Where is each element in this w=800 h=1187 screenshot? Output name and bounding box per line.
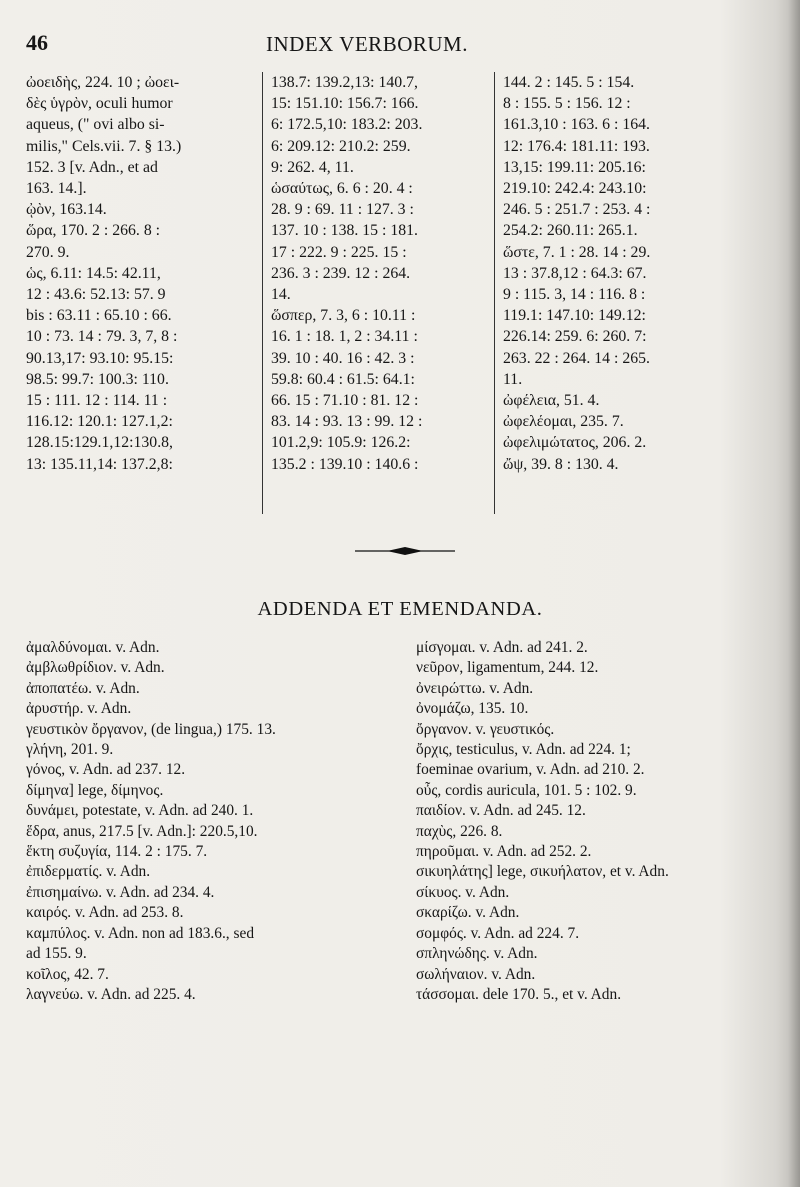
- addenda-entry-line: παιδίον. v. Adn. ad 245. 12.: [416, 802, 586, 820]
- index-column-3: [494, 72, 774, 514]
- index-entry-line: δὲς ὑγρὸν, oculi humor: [26, 95, 173, 113]
- index-entry-line: ὤψ, 39. 8 : 130. 4.: [503, 455, 619, 473]
- addenda-entry-line: ἕδρα, anus, 217.5 [v. Adn.]: 220.5,10.: [26, 822, 258, 840]
- addenda-entry-line: καιρός. v. Adn. ad 253. 8.: [26, 904, 184, 922]
- addenda-entry-line: τάσσομαι. dele 170. 5., et v. Adn.: [416, 985, 622, 1003]
- section-title: ADDENDA ET EMENDANDA.: [257, 598, 543, 620]
- addenda-entry-line: foeminae ovarium, v. Adn. ad 210. 2.: [416, 761, 645, 779]
- addenda-entry-line: δίμηνα] lege, δίμηνος.: [26, 781, 164, 799]
- addenda-left-column: [26, 638, 416, 1005]
- addenda-entry-line: ἀμαλδύνομαι. v. Adn.: [26, 639, 160, 656]
- index-entry-line: 83. 14 : 93. 13 : 99. 12 :: [271, 413, 423, 431]
- addenda-entry-line: ὄρχις, testiculus, v. Adn. ad 224. 1;: [416, 741, 631, 759]
- addenda-entry-line: σικυηλάτης] lege, σικυήλατον, et v. Adn.: [416, 863, 669, 881]
- index-entry-line: 59.8: 60.4 : 61.5: 64.1:: [271, 370, 415, 388]
- addenda-entry-line: ad 155. 9.: [26, 945, 87, 963]
- index-entry-line: 66. 15 : 71.10 : 81. 12 :: [271, 392, 419, 410]
- index-entry-line: ὥσπερ, 7. 3, 6 : 10.11 :: [271, 307, 416, 325]
- addenda-entry-line: κοῖλος, 42. 7.: [26, 965, 109, 983]
- index-entry-line: 13 : 37.8,12 : 64.3: 67.: [503, 264, 647, 282]
- index-entry-line: 101.2,9: 105.9: 126.2:: [271, 434, 411, 452]
- index-entry-line: ὡσαύτως, 6. 6 : 20. 4 :: [271, 180, 413, 198]
- index-entry-line: 11.: [503, 370, 523, 388]
- addenda-entry-line: ἐπιδερματίς. v. Adn.: [26, 863, 151, 881]
- index-verborum-columns: [26, 72, 774, 514]
- addenda-entry-line: ἀμβλωθρίδιον. v. Adn.: [26, 659, 165, 677]
- page-gutter-shadow: [788, 0, 800, 1187]
- index-entry-line: 226.14: 259. 6: 260. 7:: [503, 328, 647, 346]
- index-entry-line: 161.3,10 : 163. 6 : 164.: [503, 116, 651, 134]
- index-entry-line: 270. 9.: [26, 243, 70, 261]
- index-column-1: [26, 72, 262, 514]
- index-entry-line: 6: 209.12: 210.2: 259.: [271, 137, 411, 155]
- addenda-entry-line: ἀρυστήρ. v. Adn.: [26, 700, 132, 718]
- index-entry-line: 98.5: 99.7: 100.3: 110.: [26, 370, 169, 388]
- index-entry-line: 144. 2 : 145. 5 : 154.: [503, 74, 635, 91]
- index-entry-line: 128.15:129.1,12:130.8,: [26, 434, 174, 452]
- index-entry-line: 90.13,17: 93.10: 95.15:: [26, 349, 174, 367]
- addenda-entry-line: σομφός. v. Adn. ad 224. 7.: [416, 924, 580, 942]
- index-entry-line: 116.12: 120.1: 127.1,2:: [26, 413, 173, 431]
- running-title: INDEX VERBORUM.: [266, 32, 468, 56]
- addenda-entry-line: καμπύλος. v. Adn. non ad 183.6., sed: [26, 924, 255, 942]
- index-entry-line: 163. 14.].: [26, 180, 87, 198]
- addenda-entry-line: ἕκτη συζυγία, 114. 2 : 175. 7.: [26, 843, 208, 861]
- index-entry-line: ὡς, 6.11: 14.5: 42.11,: [26, 264, 161, 282]
- index-entry-line: 8 : 155. 5 : 156. 12 :: [503, 95, 631, 113]
- addenda-entry-line: παχὺς, 226. 8.: [416, 822, 503, 840]
- index-entry-line: 13,15: 199.11: 205.16:: [503, 158, 646, 176]
- addenda-entry-line: ὄργανον. v. γευστικός.: [416, 720, 555, 738]
- addenda-entry-line: οὖς, cordis auricula, 101. 5 : 102. 9.: [416, 781, 637, 799]
- addenda-entry-line: μίσγομαι. v. Adn. ad 241. 2.: [416, 639, 588, 656]
- index-entry-line: 236. 3 : 239. 12 : 264.: [271, 264, 411, 282]
- addenda-entry-line: σκαρίζω. v. Adn.: [416, 904, 520, 922]
- index-entry-line: 119.1: 147.10: 149.12:: [503, 307, 646, 325]
- index-entry-line: 246. 5 : 251.7 : 253. 4 :: [503, 201, 651, 219]
- page-header: [26, 30, 760, 60]
- addenda-entry-line: ὀνομάζω, 135. 10.: [416, 700, 529, 718]
- index-entry-line: ᾠὸν, 163.14.: [26, 201, 107, 219]
- index-entry-line: 263. 22 : 264. 14 : 265.: [503, 349, 651, 367]
- addenda-columns: [26, 638, 774, 1005]
- addenda-entry-line: πηροῦμαι. v. Adn. ad 252. 2.: [416, 843, 592, 861]
- index-entry-line: 9 : 115. 3, 14 : 116. 8 :: [503, 286, 646, 304]
- section-divider-ornament: [355, 544, 455, 558]
- addenda-right-column: [416, 638, 774, 1005]
- index-entry-line: 152. 3 [v. Adn., et ad: [26, 158, 158, 176]
- addenda-entry-line: γόνος, v. Adn. ad 237. 12.: [26, 761, 186, 779]
- index-entry-line: 15 : 111. 12 : 114. 11 :: [26, 392, 168, 410]
- index-entry-line: 12 : 43.6: 52.13: 57. 9: [26, 286, 166, 304]
- addenda-entry-line: λαγνεύω. v. Adn. ad 225. 4.: [26, 985, 196, 1003]
- addenda-entry-line: σίκυος. v. Adn.: [416, 883, 510, 901]
- index-entry-line: 10 : 73. 14 : 79. 3, 7, 8 :: [26, 328, 178, 346]
- addenda-entry-line: σπληνώδης. v. Adn.: [416, 945, 538, 963]
- index-entry-line: 254.2: 260.11: 265.1.: [503, 222, 638, 240]
- index-entry-line: 16. 1 : 18. 1, 2 : 34.11 :: [271, 328, 418, 346]
- index-entry-line: 13: 135.11,14: 137.2,8:: [26, 455, 173, 473]
- index-entry-line: milis," Cels.vii. 7. § 13.): [26, 137, 182, 155]
- index-entry-line: 17 : 222. 9 : 225. 15 :: [271, 243, 407, 261]
- addenda-entry-line: γλήνη, 201. 9.: [26, 741, 114, 759]
- index-entry-line: ὠφέλεια, 51. 4.: [503, 392, 600, 410]
- addenda-entry-line: δυνάμει, potestate, v. Adn. ad 240. 1.: [26, 802, 254, 820]
- index-column-2: [262, 72, 494, 514]
- addenda-entry-line: σωλήναιον. v. Adn.: [416, 965, 536, 983]
- index-entry-line: ὥρα, 170. 2 : 266. 8 :: [26, 222, 161, 240]
- addenda-entry-line: ἀποπατέω. v. Adn.: [26, 679, 140, 697]
- index-entry-line: 12: 176.4: 181.11: 193.: [503, 137, 650, 155]
- index-entry-line: 14.: [271, 286, 291, 304]
- addenda-entry-line: ὀνειρώττω. v. Adn.: [416, 679, 534, 697]
- addenda-entry-line: γευστικὸν ὄργανον, (de lingua,) 175. 13.: [26, 720, 276, 738]
- index-entry-line: 28. 9 : 69. 11 : 127. 3 :: [271, 201, 414, 219]
- index-entry-line: 39. 10 : 40. 16 : 42. 3 :: [271, 349, 415, 367]
- index-entry-line: ὠοειδὴς, 224. 10 ; ὠοει-: [26, 74, 180, 91]
- page-number: 46: [26, 30, 48, 55]
- index-entry-line: 135.2 : 139.10 : 140.6 :: [271, 455, 419, 473]
- index-entry-line: ὠφελιμώτατος, 206. 2.: [503, 434, 647, 452]
- index-entry-line: 138.7: 139.2,13: 140.7,: [271, 74, 419, 91]
- index-entry-line: 15: 151.10: 156.7: 166.: [271, 95, 419, 113]
- index-entry-line: 9: 262. 4, 11.: [271, 158, 354, 176]
- addenda-entry-line: νεῦρον, ligamentum, 244. 12.: [416, 659, 599, 677]
- index-entry-line: 137. 10 : 138. 15 : 181.: [271, 222, 419, 240]
- index-entry-line: bis : 63.11 : 65.10 : 66.: [26, 307, 172, 325]
- index-entry-line: ὠφελέομαι, 235. 7.: [503, 413, 624, 431]
- index-entry-line: 219.10: 242.4: 243.10:: [503, 180, 647, 198]
- index-entry-line: ὥστε, 7. 1 : 28. 14 : 29.: [503, 243, 651, 261]
- index-entry-line: 6: 172.5,10: 183.2: 203.: [271, 116, 423, 134]
- addenda-entry-line: ἐπισημαίνω. v. Adn. ad 234. 4.: [26, 883, 215, 901]
- index-entry-line: aqueus, (" ovi albo si-: [26, 116, 165, 134]
